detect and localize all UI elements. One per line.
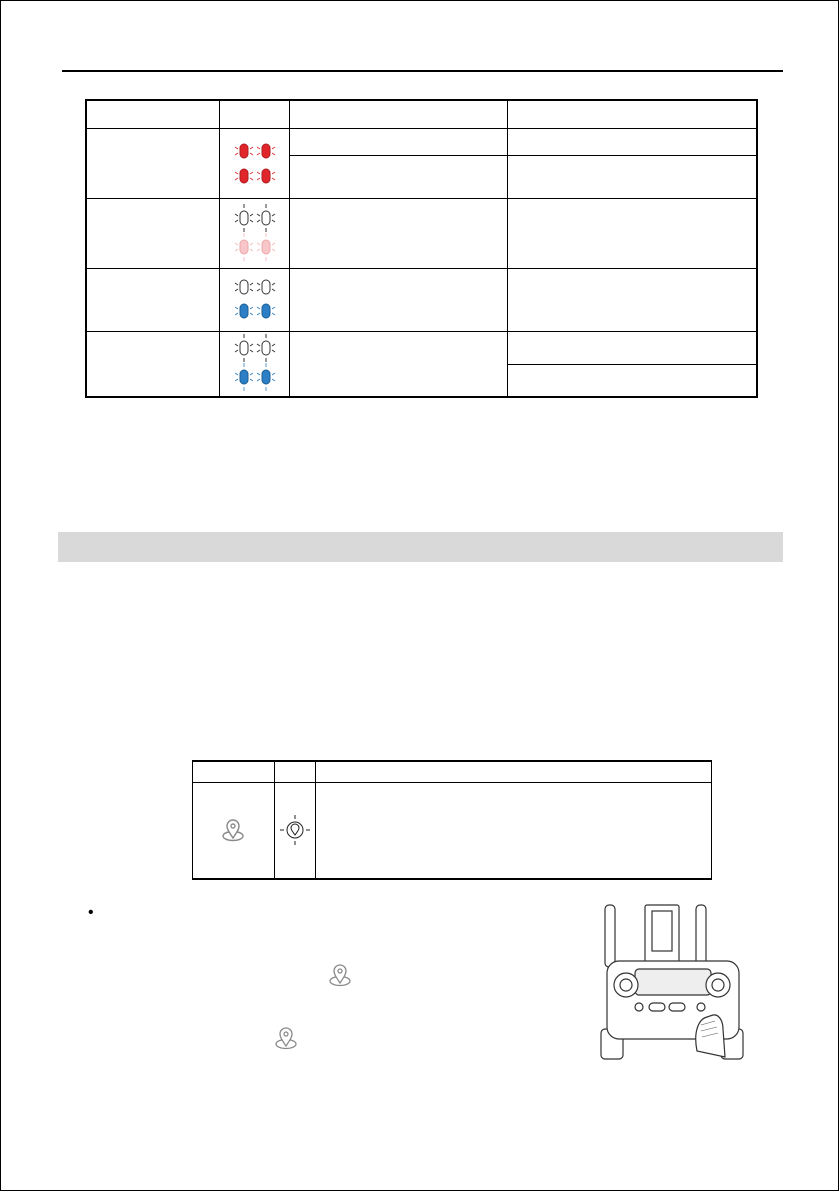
led-cell <box>220 199 290 269</box>
rth-table <box>192 760 712 880</box>
status-cell <box>86 332 220 398</box>
table-header-row <box>86 100 757 129</box>
header-cell <box>508 100 757 129</box>
header-cell <box>220 100 290 129</box>
blue-led-icon <box>225 274 285 326</box>
led-cell <box>220 129 290 199</box>
table-row <box>86 332 757 365</box>
description-cell <box>290 269 508 332</box>
description-cell <box>508 332 757 365</box>
description-cell <box>290 332 508 398</box>
rth-button-icon <box>325 963 355 989</box>
blinking-led-icon <box>225 202 285 266</box>
header-cell <box>290 100 508 129</box>
blinking-blue-led-icon <box>225 332 285 396</box>
rth-button-icon <box>271 1026 301 1052</box>
table-row <box>86 199 757 269</box>
table-row <box>193 783 712 879</box>
rth-button-icon <box>218 815 248 845</box>
led-status-table <box>85 99 758 398</box>
red-led-icon <box>225 135 285 193</box>
description-cell <box>508 129 757 156</box>
status-cell <box>86 199 220 269</box>
bullet: • <box>88 904 94 921</box>
description-cell <box>315 783 711 879</box>
table-header-row <box>193 761 712 783</box>
description-cell <box>508 364 757 397</box>
header-cell <box>193 761 275 783</box>
description-cell <box>508 156 757 199</box>
table-row <box>86 269 757 332</box>
page-number <box>796 1 824 23</box>
description-cell <box>290 129 508 156</box>
description-cell <box>508 269 757 332</box>
description-cell <box>508 199 757 269</box>
status-cell <box>86 129 220 199</box>
description-cell <box>290 199 508 269</box>
indicator-cell <box>274 783 315 879</box>
table-row <box>86 129 757 156</box>
led-cell <box>220 332 290 398</box>
description-cell <box>290 156 508 199</box>
button-cell <box>193 783 275 879</box>
led-cell <box>220 269 290 332</box>
section-heading-bar <box>58 532 783 562</box>
remote-controller-illustration <box>589 901 749 1061</box>
header-cell <box>274 761 315 783</box>
header-rule <box>62 70 783 72</box>
rth-led-icon <box>278 813 312 847</box>
header-cell <box>315 761 711 783</box>
status-cell <box>86 269 220 332</box>
header-cell <box>86 100 220 129</box>
